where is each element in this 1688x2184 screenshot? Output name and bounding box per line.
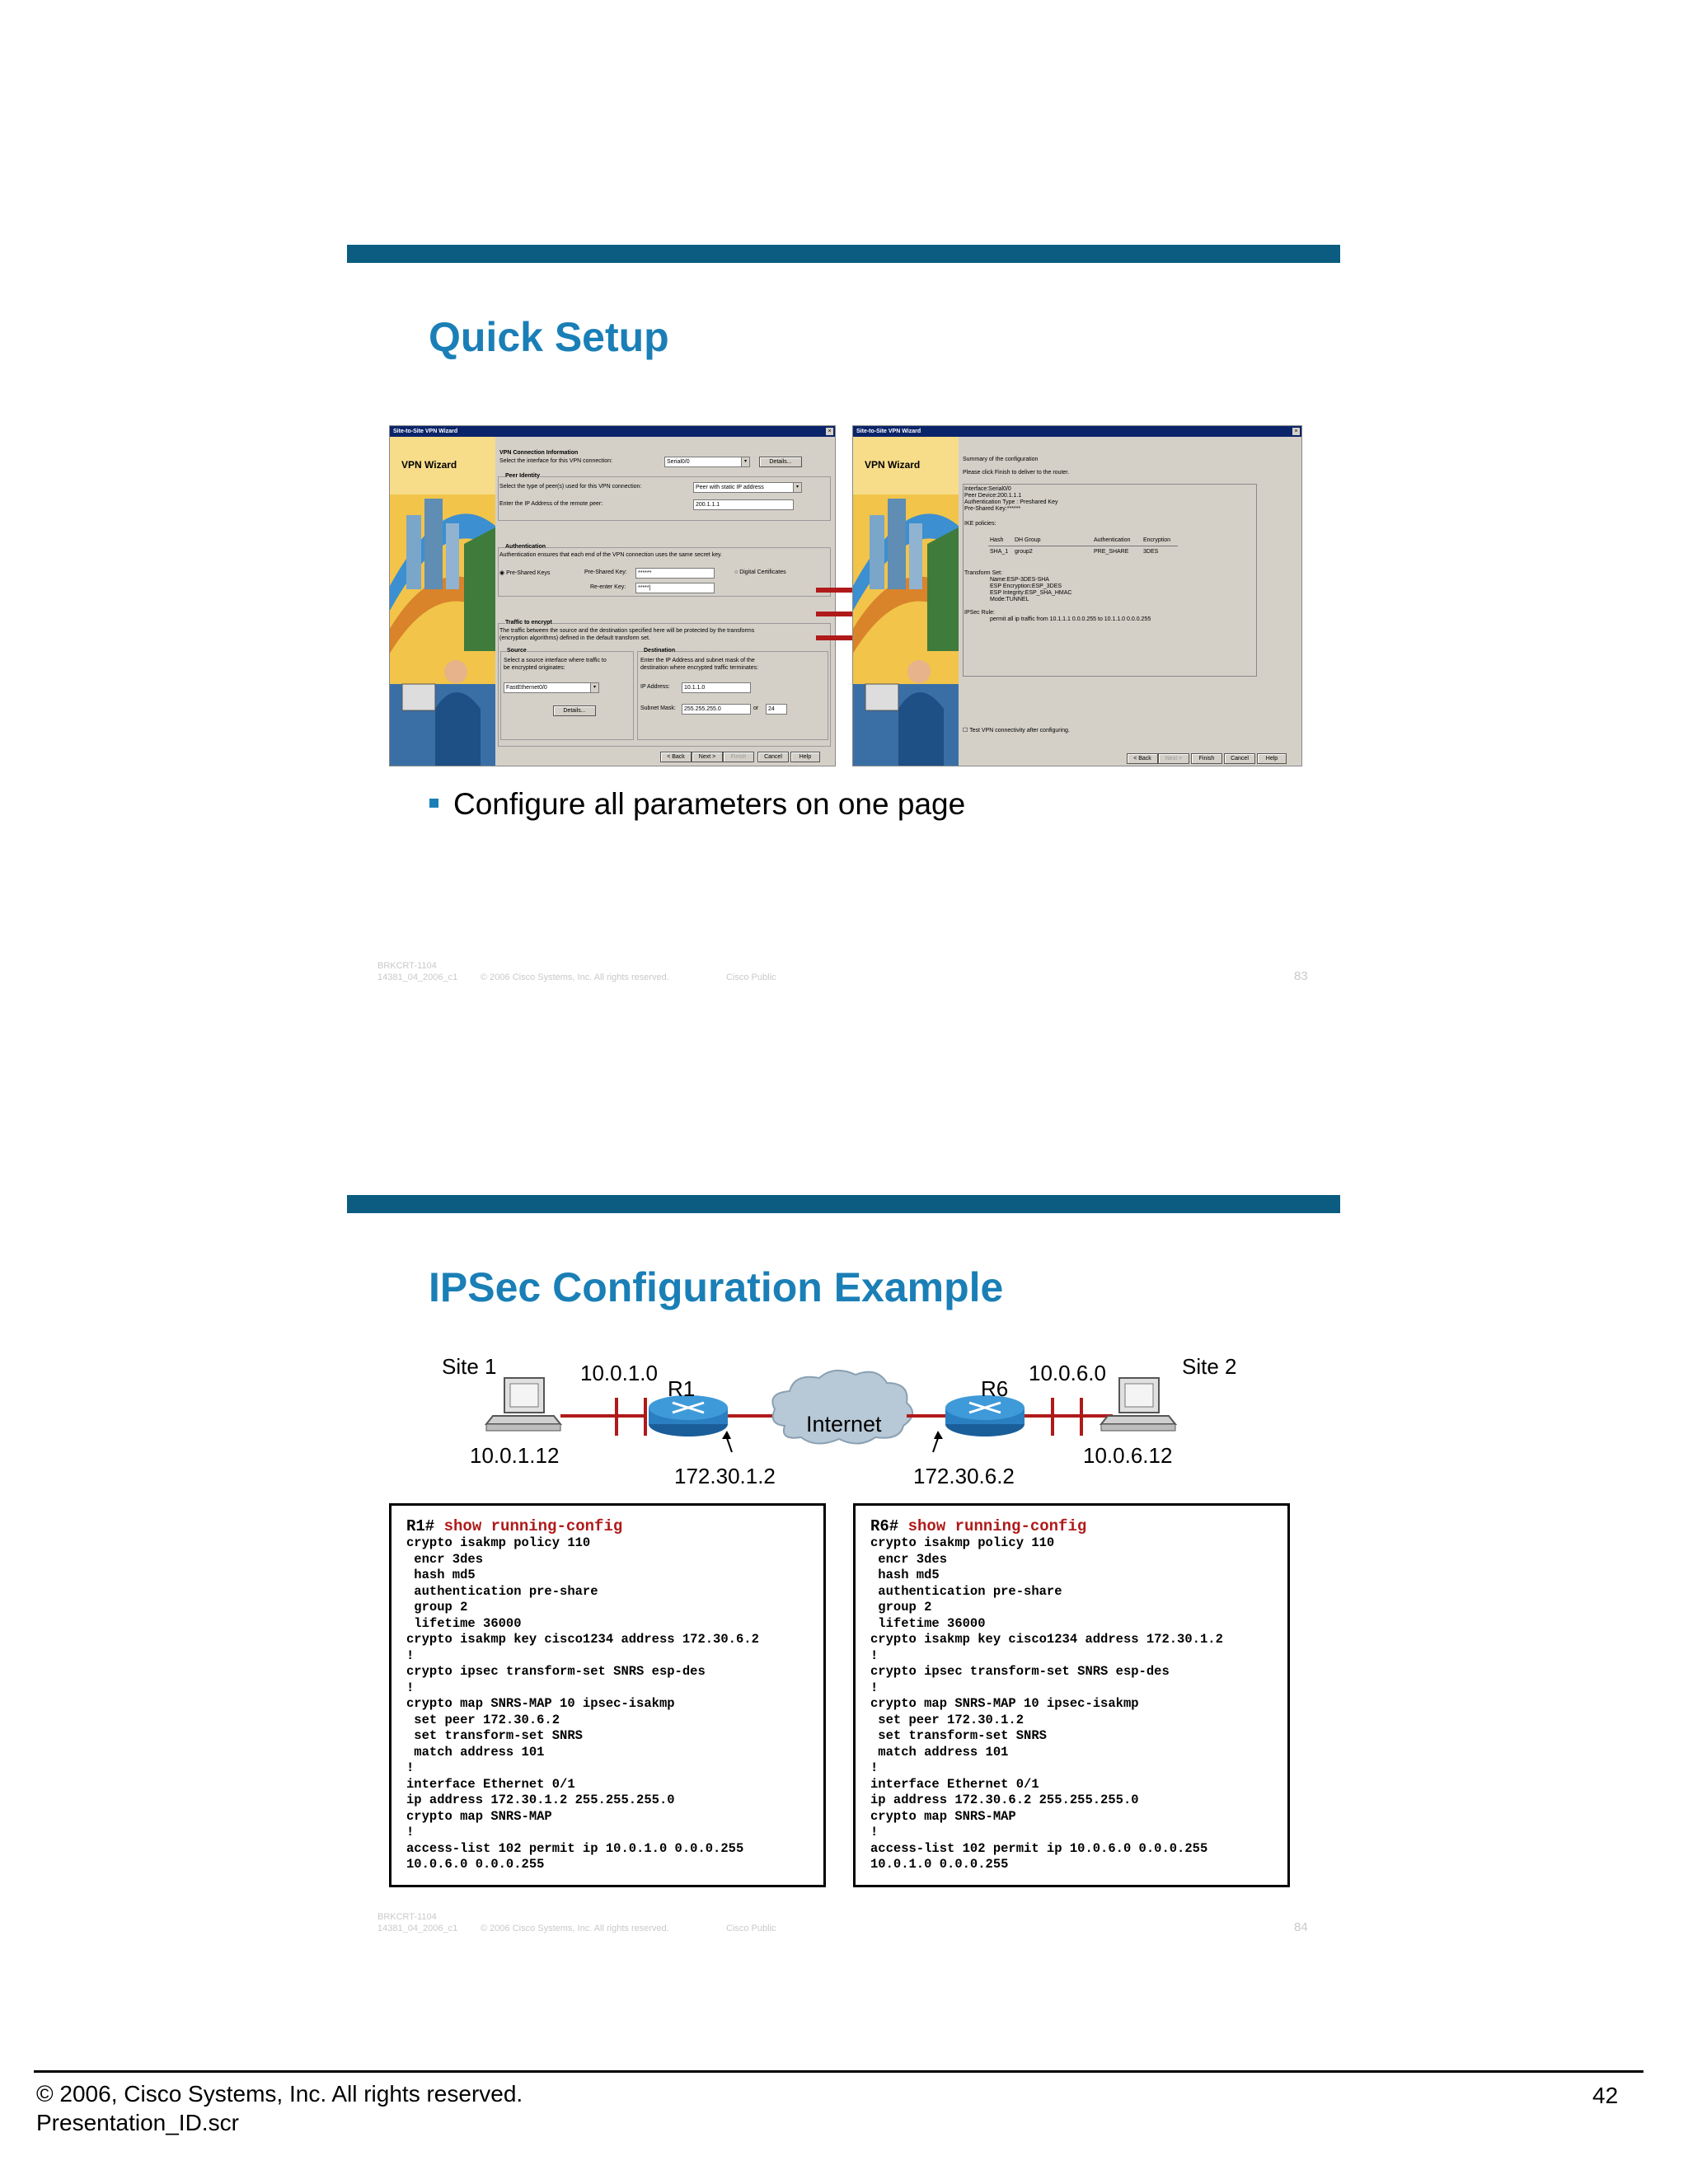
- ike-header: Encryption: [1143, 537, 1171, 543]
- site2-label: Site 2: [1182, 1354, 1237, 1379]
- slide2-footer-code: BRKCRT-1104: [377, 1912, 437, 1922]
- config-line: set peer 172.30.1.2: [870, 1712, 1025, 1727]
- config-line: authentication pre-share: [870, 1583, 1062, 1599]
- bullet-marker: [429, 799, 438, 808]
- source-desc-2: be encrypted originates:: [504, 665, 565, 671]
- config-line: crypto map SNRS-MAP: [406, 1808, 552, 1824]
- help-button[interactable]: Help: [1257, 753, 1287, 764]
- ike-cell: 3DES: [1143, 549, 1159, 555]
- config-line: 10.0.1.0 0.0.0.255: [870, 1857, 1009, 1872]
- wan-right-label: 172.30.6.2: [913, 1464, 1015, 1488]
- net-right-label: 10.0.6.0: [1029, 1361, 1106, 1385]
- transform-line: Transform Set:: [964, 570, 1003, 576]
- vpn-wizard-right: [852, 425, 1302, 766]
- wizard-body: [495, 437, 835, 766]
- vpn-interface-select[interactable]: Serial0/0 ▾: [664, 457, 750, 467]
- config-line: ip address 172.30.6.2 255.255.255.0: [870, 1793, 1139, 1807]
- transform-line: ESP Integrity:ESP_SHA_HMAC: [990, 590, 1072, 596]
- slide1-footer-page: 83: [1294, 969, 1308, 983]
- config-line: encr 3des: [870, 1551, 948, 1567]
- ipsec-rule-detail: permit all ip traffic from 10.1.1.1 0.0.0.255 to 10.1.1.0 0.0.0.255: [990, 616, 1151, 622]
- config-line: encr 3des: [406, 1551, 484, 1567]
- config-line: lifetime 36000: [406, 1615, 522, 1631]
- traffic-desc-2: (encryption algorithms) defined in the default transform set.: [499, 635, 650, 641]
- config-line: crypto ipsec transform-set SNRS esp-des: [870, 1664, 1170, 1679]
- summary-line: Interface:Serial0/0: [964, 486, 1011, 492]
- slide1-footer-class: Cisco Public: [726, 972, 776, 982]
- back-button[interactable]: < Back: [1127, 753, 1158, 764]
- ike-header: DH Group: [1015, 537, 1041, 543]
- wizard-illustration: [853, 437, 959, 766]
- host-right-label: 10.0.6.12: [1083, 1443, 1173, 1468]
- slide2-footer-page: 84: [1294, 1920, 1308, 1934]
- section-destination: Destination: [644, 648, 676, 654]
- source-details-button[interactable]: Details...: [553, 705, 596, 716]
- config-line: set transform-set SNRS: [406, 1728, 583, 1743]
- slide2-footer-copyright: © 2006 Cisco Systems, Inc. All rights reserved.: [481, 1924, 669, 1933]
- dest-desc-1: Enter the IP Address and subnet mask of the: [640, 658, 755, 663]
- pc-icon: [1101, 1378, 1175, 1431]
- ipsec-rule-label: IPSec Rule:: [964, 610, 995, 616]
- peer-type-label: Select the type of peer(s) used for this VPN connection:: [499, 484, 642, 490]
- next-button[interactable]: Next >: [1158, 753, 1189, 764]
- summary-line: Peer Device:200.1.1.1: [964, 493, 1022, 499]
- config-line: !: [870, 1760, 879, 1775]
- router-a-label: A: [682, 1434, 690, 1447]
- ike-cell: SHA_1: [990, 549, 1009, 555]
- config-line: crypto ipsec transform-set SNRS esp-des: [406, 1664, 706, 1679]
- vpn-wizard-left: [389, 425, 836, 766]
- config-line: 10.0.6.0 0.0.0.255: [406, 1857, 545, 1872]
- config-line: crypto isakmp policy 110: [870, 1535, 1055, 1550]
- wizard-side-image: [390, 437, 495, 766]
- config-line: interface Ethernet 0/1: [406, 1776, 575, 1792]
- reenter-input[interactable]: *****|: [635, 583, 715, 593]
- cancel-button[interactable]: Cancel: [757, 752, 789, 762]
- wizard-titlebar: Site-to-Site VPN Wizard: [390, 426, 835, 437]
- prefix-spinner[interactable]: 24: [766, 704, 787, 715]
- ike-header: Hash: [990, 537, 1004, 543]
- config-line: crypto map SNRS-MAP 10 ipsec-isakmp: [406, 1696, 675, 1711]
- back-button[interactable]: < Back: [660, 752, 692, 762]
- wizard-side-title: VPN Wizard: [401, 459, 457, 471]
- config-line: !: [406, 1647, 415, 1663]
- r1-command-line: R1# show running-config: [406, 1517, 623, 1535]
- pointer-arrow-icon: [933, 1431, 943, 1452]
- close-icon[interactable]: ×: [1292, 428, 1300, 435]
- footer-page-number: 42: [1592, 2083, 1619, 2108]
- config-line: match address 101: [870, 1744, 1009, 1760]
- ike-label: IKE policies:: [964, 521, 996, 527]
- psk-label: Pre-Shared Key:: [584, 569, 627, 575]
- transform-line: Mode:TUNNEL: [990, 597, 1029, 602]
- ike-cell: PRE_SHARE: [1094, 549, 1129, 555]
- cancel-button[interactable]: Cancel: [1224, 753, 1255, 764]
- config-line: set transform-set SNRS: [870, 1728, 1047, 1743]
- config-r6: [853, 1503, 1290, 1887]
- auth-description: Authentication ensures that each end of the VPN connection uses the same secret key.: [499, 552, 722, 558]
- finish-button[interactable]: Finish: [1191, 753, 1222, 764]
- config-line: hash md5: [870, 1568, 940, 1582]
- chevron-down-icon: ▾: [741, 457, 749, 466]
- config-line: !: [406, 1680, 415, 1695]
- section-peer-identity: Peer Identity: [505, 473, 541, 479]
- site1-label: Site 1: [442, 1354, 497, 1379]
- internet-label: Internet: [806, 1412, 882, 1436]
- dest-desc-2: destination where encrypted traffic terminates:: [640, 665, 759, 671]
- digital-cert-radio[interactable]: ○ Digital Certificates: [734, 569, 786, 575]
- reenter-label: Re-enter Key:: [590, 584, 626, 590]
- summary-line: Pre-Shared Key:******: [964, 506, 1021, 512]
- config-r1: [389, 1503, 826, 1887]
- slide1-top-bar: [347, 245, 1340, 263]
- config-line: group 2: [406, 1600, 468, 1615]
- slide2-title: IPSec Configuration Example: [429, 1264, 1004, 1310]
- chevron-down-icon: ▾: [590, 683, 598, 692]
- config-line: set peer 172.30.6.2: [406, 1712, 560, 1727]
- dest-ip-input[interactable]: 10.1.1.0: [682, 682, 751, 693]
- summary-heading: Summary of the configuration: [963, 457, 1039, 462]
- r6-label: R6: [981, 1376, 1009, 1401]
- r1-label: R1: [668, 1376, 696, 1401]
- config-line: ip address 172.30.1.2 255.255.255.0: [406, 1793, 675, 1807]
- transform-line: ESP Encryption:ESP_3DES: [990, 583, 1062, 589]
- dest-mask-label: Subnet Mask:: [640, 705, 676, 711]
- psk-radio[interactable]: ◉ Pre-Shared Keys: [499, 570, 551, 576]
- config-line: !: [870, 1825, 879, 1840]
- config-line: authentication pre-share: [406, 1583, 598, 1599]
- ike-header: Authentication: [1094, 537, 1131, 543]
- section-source: Source: [507, 648, 527, 654]
- r6-command-line: R6# show running-config: [870, 1517, 1087, 1535]
- summary-list[interactable]: [963, 484, 1257, 677]
- ike-cell: group2: [1015, 549, 1033, 555]
- peer-ip-label: Enter the IP Address of the remote peer:: [499, 501, 603, 507]
- peer-type-select[interactable]: Peer with static IP address ▾: [693, 482, 802, 493]
- config-line: !: [870, 1680, 879, 1695]
- wizard-body: [959, 437, 1301, 766]
- wizard-side-title: VPN Wizard: [865, 459, 921, 471]
- config-line: access-list 102 permit ip 10.0.6.0 0.0.0.255: [870, 1840, 1208, 1856]
- peer-ip-input[interactable]: 200.1.1.1: [693, 499, 794, 510]
- bullet-text: Configure all parameters on one page: [453, 787, 966, 821]
- slide2-footer-id: 14381_04_2006_c1: [377, 1924, 458, 1933]
- config-line: !: [406, 1825, 415, 1840]
- wizard-titlebar: Site-to-Site VPN Wizard: [853, 426, 1301, 437]
- wizard-illustration: [390, 437, 495, 766]
- wan-left-label: 172.30.1.2: [674, 1464, 776, 1488]
- config-line: crypto map SNRS-MAP 10 ipsec-isakmp: [870, 1696, 1139, 1711]
- slide2-top-bar: [347, 1195, 1340, 1213]
- or-label: or: [753, 705, 759, 711]
- chevron-down-icon: ▾: [793, 483, 801, 492]
- source-desc-1: Select a source interface where traffic to: [504, 658, 607, 663]
- wizard-side-image: [853, 437, 959, 766]
- slide1-footer-id: 14381_04_2006_c1: [377, 972, 458, 982]
- source-interface-select[interactable]: FastEthernet0/0 ▾: [504, 682, 599, 693]
- config-line: !: [870, 1647, 879, 1663]
- vpn-interface-label: Select the interface for this VPN connection:: [499, 458, 612, 464]
- config-line: match address 101: [406, 1744, 545, 1760]
- slide1-footer-copyright: © 2006 Cisco Systems, Inc. All rights reserved.: [481, 972, 669, 982]
- summary-line: Authentication Type : Preshared Key: [964, 499, 1058, 505]
- finish-button[interactable]: Finish: [723, 752, 754, 762]
- config-line: crypto map SNRS-MAP: [870, 1808, 1016, 1824]
- psk-input[interactable]: ******: [635, 568, 715, 579]
- help-button[interactable]: Help: [790, 752, 820, 762]
- config-line: interface Ethernet 0/1: [870, 1776, 1039, 1792]
- net-left-label: 10.0.1.0: [580, 1361, 658, 1385]
- dest-ip-label: IP Address:: [640, 684, 670, 690]
- config-line: !: [406, 1760, 415, 1775]
- traffic-desc-1: The traffic between the source and the destination specified here will be protected by the transforms: [499, 628, 755, 634]
- slide1-footer-code: BRKCRT-1104: [377, 961, 437, 971]
- footer-presentation-id: Presentation_ID.scr: [36, 2110, 239, 2135]
- config-line: crypto isakmp key cisco1234 address 172.30.1.2: [870, 1632, 1223, 1647]
- config-line: lifetime 36000: [870, 1615, 986, 1631]
- transform-line: Name:ESP-3DES-SHA: [990, 577, 1049, 583]
- slide1-title: Quick Setup: [429, 314, 669, 360]
- config-line: hash md5: [406, 1568, 476, 1582]
- section-vpn-connection: VPN Connection Information: [499, 450, 579, 456]
- footer-rule: [34, 2070, 1643, 2073]
- config-line: crypto isakmp policy 110: [406, 1535, 591, 1550]
- close-icon[interactable]: ×: [826, 428, 833, 435]
- host-left-label: 10.0.1.12: [470, 1443, 560, 1468]
- config-line: group 2: [870, 1600, 932, 1615]
- dest-mask-input[interactable]: 255.255.255.0: [682, 704, 751, 715]
- config-line: crypto isakmp key cisco1234 address 172.30.6.2: [406, 1632, 759, 1647]
- pointer-arrow-icon: [722, 1431, 732, 1452]
- section-authentication: Authentication: [505, 544, 546, 550]
- pc-icon: [486, 1378, 560, 1431]
- slide2-footer-class: Cisco Public: [726, 1924, 776, 1933]
- next-button[interactable]: Next >: [692, 752, 723, 762]
- section-traffic: Traffic to encrypt: [505, 620, 552, 626]
- test-vpn-checkbox[interactable]: ☐ Test VPN connectivity after configuring.: [963, 728, 1070, 733]
- summary-instruction: Please click Finish to deliver to the router.: [963, 470, 1070, 476]
- vpn-details-button[interactable]: Details...: [759, 457, 802, 467]
- footer-copyright: © 2006, Cisco Systems, Inc. All rights reserved.: [36, 2081, 523, 2107]
- router-b-label: B: [981, 1434, 989, 1447]
- config-line: access-list 102 permit ip 10.0.1.0 0.0.0.255: [406, 1840, 744, 1856]
